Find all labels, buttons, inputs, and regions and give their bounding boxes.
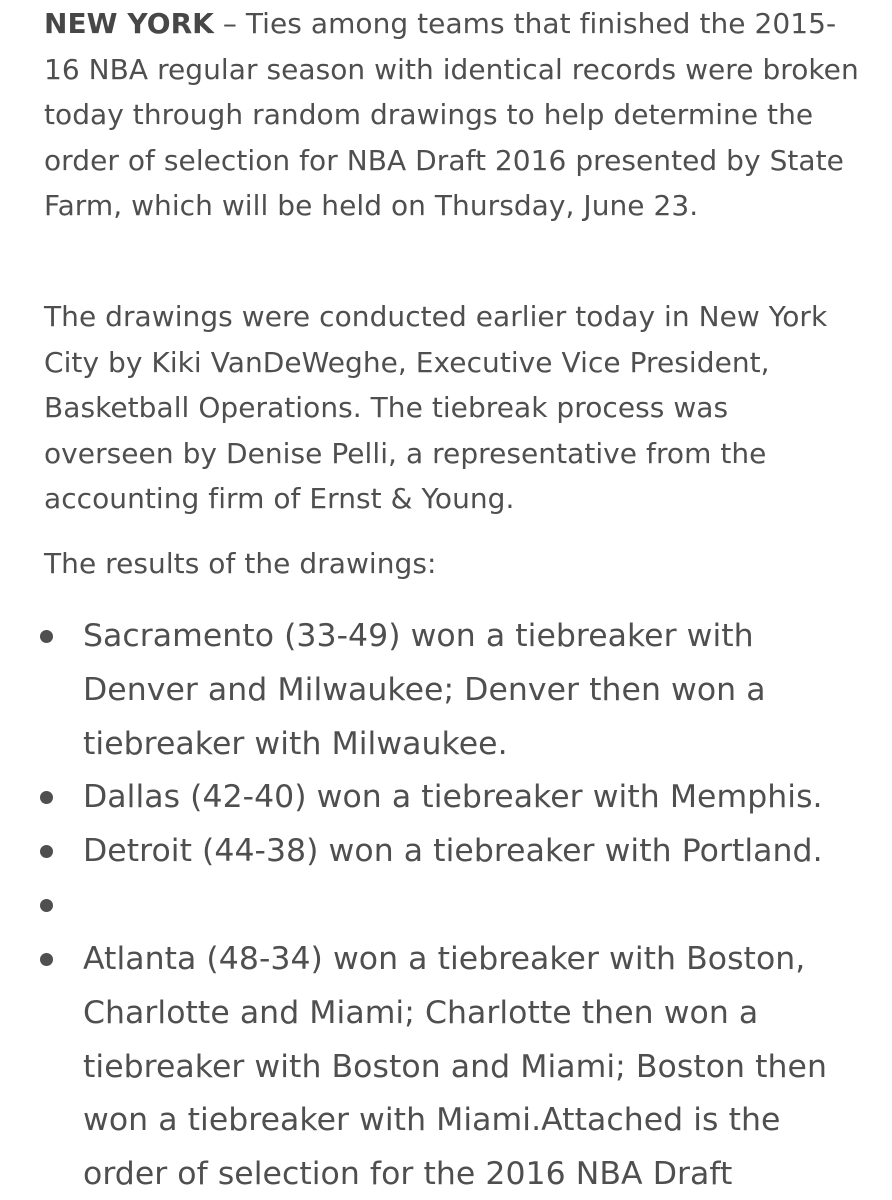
list-item [0, 610, 863, 771]
results-heading: The results of the drawings: [44, 547, 437, 580]
list-item-text: Atlanta (48-34) won a tiebreaker with Boston, Charlotte and Miami; Charlotte then won a tiebreaker with Boston and Miami; Boston then won a tiebreaker with Miami.Attached is the order of selection for the 2016 NBA Draft [83, 940, 827, 1193]
list-item-text: Sacramento (33-49) won a tiebreaker with Denver and Milwaukee; Denver then won a tiebreaker with Milwaukee. [83, 618, 766, 762]
bullet-icon [40, 630, 53, 643]
bullet-icon [40, 791, 53, 804]
bullet-icon [40, 845, 53, 858]
list-item-text: Detroit (44-38) won a tiebreaker with Portland. [83, 833, 823, 870]
list-item-text: Dallas (42-40) won a tiebreaker with Memphis. [83, 779, 823, 816]
list-item [0, 771, 863, 825]
dateline: NEW YORK [44, 7, 214, 40]
bullet-icon [40, 953, 53, 966]
list-item-empty [0, 879, 863, 933]
list-item [0, 933, 863, 1200]
intro-text: – Ties among teams that finished the 2015-16 NBA regular season with identical records were broken today through random drawings to help determine the order of selection for NBA Draft 2016 presented by State Farm, which will be held on Thursday, June 23. [44, 7, 859, 222]
drawings-paragraph: The drawings were conducted earlier today in New York City by Kiki VanDeWeghe, Executive Vice President, Basketball Operations. The tiebreak process was overseen by Denise Pelli, a representative from the accounting firm of Ernst & Young. [44, 300, 828, 515]
results-list [0, 610, 892, 1200]
intro-paragraph [44, 1, 864, 229]
list-item [0, 825, 863, 879]
bullet-icon [40, 899, 53, 912]
